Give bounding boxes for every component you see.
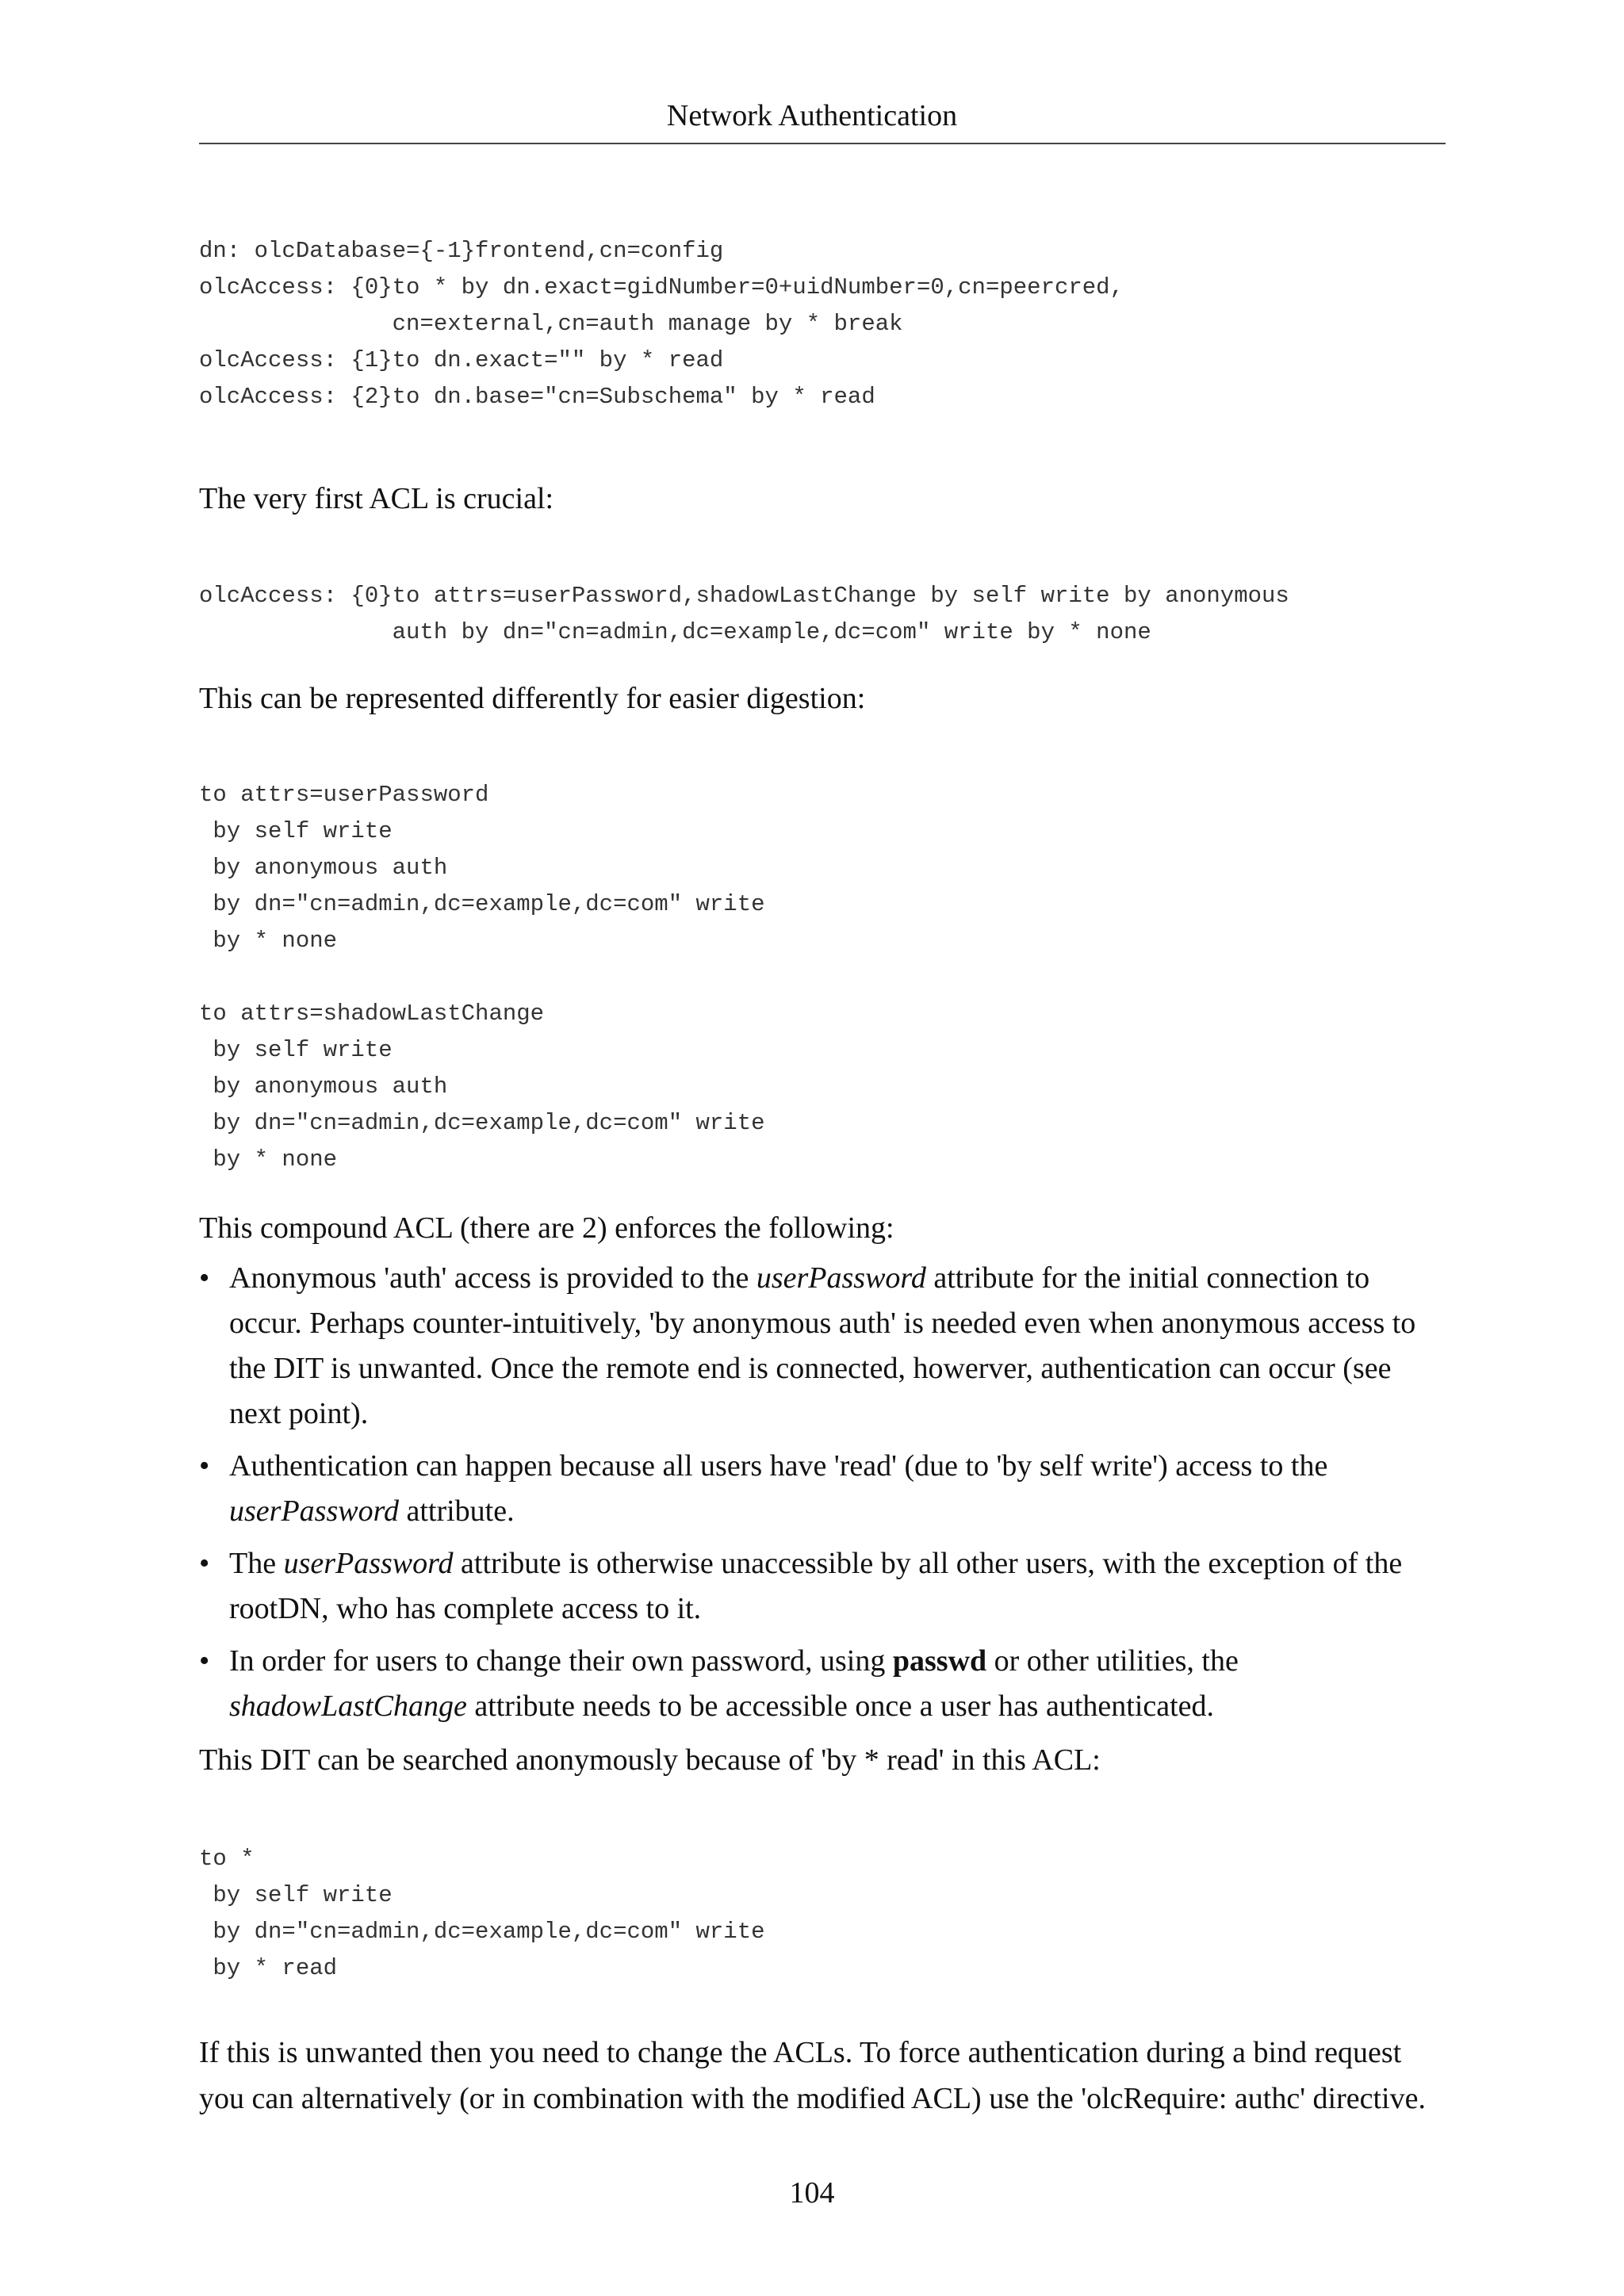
bullet-marker: • [199,1261,210,1295]
attribute-name: shadowLastChange [229,1689,467,1723]
attribute-name: userPassword [229,1494,399,1528]
running-header: Network Authentication [666,99,958,132]
bullet-marker: • [199,1644,210,1678]
paragraph-olcrequire: If this is unwanted then you need to change the ACLs. To force authentication during a bind request you can alternatively (or in combination with the modified ACL) use the 'olcRequire: authc' directive. [199,2036,1426,2115]
paragraph-digestion-intro: This can be represented differently for easier digestion: [199,682,866,715]
command-name: passwd [892,1644,987,1678]
bullet-marker: • [199,1449,210,1483]
acl-rules-list [199,1256,1446,1736]
paragraph-compound-acl: This compound ACL (there are 2) enforces the following: [199,1211,894,1245]
code-block-expanded-acl: to attrs=userPassword by self write by anonymous auth by dn="cn=admin,dc=example,dc=com" write by * none to attrs=shadowLastChange by self write by anonymous auth by dn="cn=admin,dc=example,dc=com" write by * none [199,782,765,1173]
attribute-name: userPassword [283,1547,454,1580]
list-item: • In order for users to change their own password, using passwd or other utilities, the shadowLastChange attribute needs to be accessible once a user has authenticated. [199,1639,1446,1729]
code-block-frontend-acl: dn: olcDatabase={-1}frontend,cn=config olcAccess: {0}to * by dn.exact=gidNumber=0+uidNumber=0,cn=peercred, cn=external,cn=auth manage by * break olcAccess: {1}to dn.exact="" by * read olcAccess: {2}to dn.base="cn=Subschema" by * read [199,238,1124,410]
code-block-first-acl: olcAccess: {0}to attrs=userPassword,shadowLastChange by self write by anonymous auth by dn="cn=admin,dc=example,dc=com" write by * none [199,583,1289,645]
header-divider [199,143,1446,144]
attribute-name: userPassword [756,1261,926,1295]
page-number: 104 [789,2176,835,2210]
paragraph-first-acl-intro: The very first ACL is crucial: [199,482,554,515]
list-item: • Anonymous 'auth' access is provided to the userPassword attribute for the initial connection to occur. Perhaps counter-intuitively, 'by anonymous auth' is needed even when anonymous access to the DIT is unwanted. Once the remote end is connected, howerver, authentication can occur (see next point). [199,1256,1446,1437]
list-item: • Authentication can happen because all users have 'read' (due to 'by self write') access to the userPassword attribute. [199,1444,1446,1534]
bullet-marker: • [199,1547,210,1580]
list-item: • The userPassword attribute is otherwise unaccessible by all other users, with the exception of the rootDN, who has complete access to it. [199,1541,1446,1632]
code-block-read-acl: to * by self write by dn="cn=admin,dc=example,dc=com" write by * read [199,1846,765,1981]
paragraph-anonymous-search: This DIT can be searched anonymously because of 'by * read' in this ACL: [199,1743,1101,1777]
